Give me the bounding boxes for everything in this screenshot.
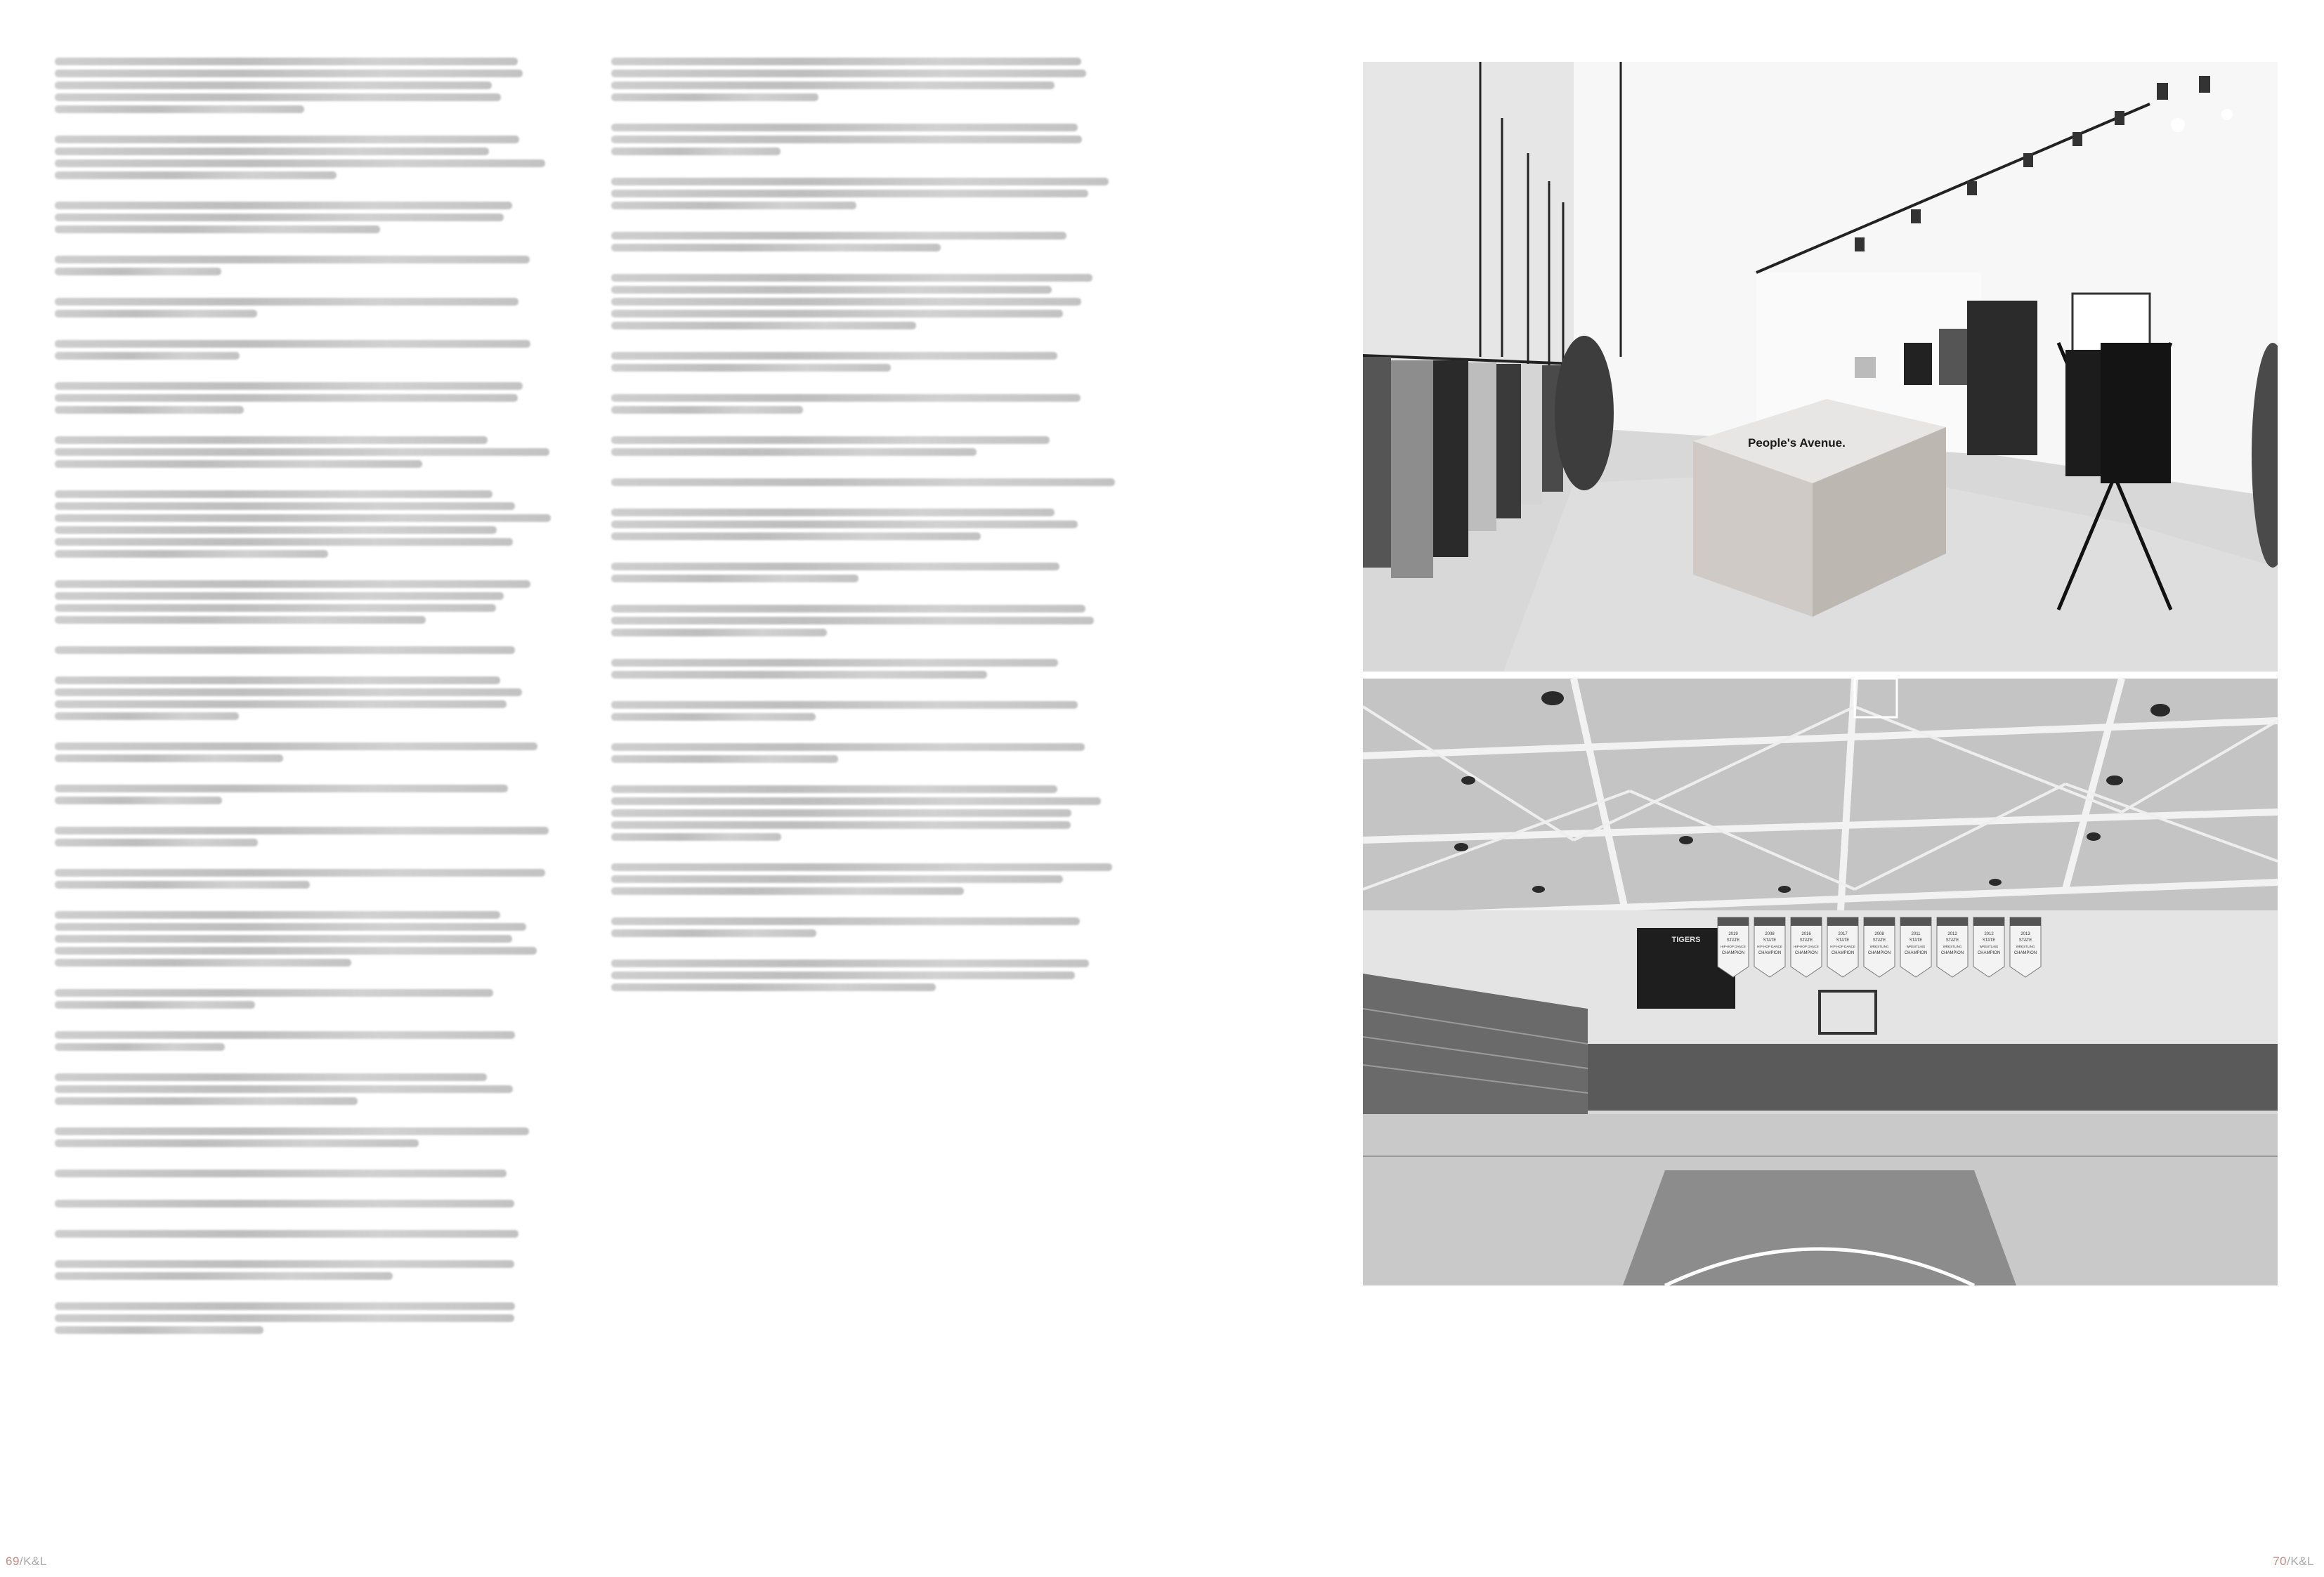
banner-year: 2012 <box>1947 932 1957 936</box>
championship-banner <box>1937 917 1968 977</box>
blurred-paragraph <box>611 563 1117 582</box>
banner-year: 2008 <box>1874 932 1884 936</box>
blurred-paragraph <box>55 869 554 889</box>
blurred-paragraph <box>55 1127 554 1147</box>
banner-line1: STATE <box>1836 938 1850 943</box>
banner-line3: CHAMPION <box>1794 951 1818 955</box>
blurred-paragraph <box>55 298 554 318</box>
blurred-paragraph <box>55 256 554 275</box>
blurred-paragraph <box>611 605 1117 636</box>
championship-banner <box>1973 917 2004 977</box>
page-number-left: 69 <box>6 1555 20 1568</box>
banner-line1: STATE <box>1909 938 1923 943</box>
blurred-paragraph <box>611 124 1117 155</box>
championship-banner <box>1791 917 1822 977</box>
blurred-paragraph <box>611 394 1117 414</box>
blurred-paragraph <box>55 1170 554 1177</box>
banner-line1: STATE <box>1726 938 1740 943</box>
blurred-paragraph <box>55 58 554 113</box>
scoreboard-title: TIGERS <box>1671 936 1701 944</box>
banner-line3: CHAMPION <box>1940 951 1964 955</box>
banner-line3: CHAMPION <box>1721 951 1745 955</box>
banner-year: 2008 <box>1765 932 1775 936</box>
banner-line1: STATE <box>1945 938 1959 943</box>
championship-banner <box>2010 917 2041 977</box>
blurred-paragraph <box>55 1230 554 1238</box>
blurred-paragraph <box>55 1260 554 1280</box>
blurred-paragraph <box>611 58 1117 101</box>
banner-line2: HIP-HOP DANCE <box>1830 945 1855 948</box>
championship-banners <box>1718 917 2041 977</box>
banner-line1: STATE <box>1799 938 1813 943</box>
blurred-paragraph <box>611 478 1117 486</box>
banner-line2: WRESTLING <box>1906 945 1926 948</box>
championship-banner <box>1900 917 1931 977</box>
banner-line1: STATE <box>1872 938 1886 943</box>
banner-line2: HIP-HOP DANCE <box>1794 945 1819 948</box>
blurred-paragraph <box>611 917 1117 937</box>
banner-line2: WRESTLING <box>1979 945 1999 948</box>
folio-brand-right: K&L <box>2290 1555 2314 1568</box>
blurred-paragraph <box>611 178 1117 209</box>
blurred-paragraph <box>55 785 554 804</box>
championship-banner <box>1864 917 1895 977</box>
folio-separator-left: / <box>19 1555 24 1568</box>
blurred-paragraph <box>611 436 1117 456</box>
gym-photo <box>1363 679 2278 1285</box>
championship-banner <box>1718 917 1749 977</box>
blurred-paragraph <box>55 989 554 1009</box>
blurred-paragraph <box>611 659 1117 679</box>
championship-banner <box>1754 917 1785 977</box>
blurred-paragraph <box>55 742 554 762</box>
banner-year: 2019 <box>1728 932 1738 936</box>
blurred-paragraph <box>55 1302 554 1334</box>
blurred-paragraph <box>611 743 1117 763</box>
blurred-paragraph <box>55 827 554 846</box>
blurred-paragraph <box>611 509 1117 540</box>
blurred-paragraph <box>55 1200 554 1208</box>
blurred-paragraph <box>55 646 554 654</box>
store-signage-text: People's Avenue. <box>1748 436 1846 450</box>
banner-line1: STATE <box>1982 938 1996 943</box>
folio-left <box>6 1555 47 1569</box>
blurred-paragraph <box>611 274 1117 329</box>
blurred-paragraph <box>55 911 554 967</box>
left-text-column <box>55 58 554 1356</box>
folio-right <box>2273 1555 2314 1569</box>
blurred-paragraph <box>611 352 1117 372</box>
blurred-paragraph <box>55 1031 554 1051</box>
page-number-right: 70 <box>2273 1555 2287 1568</box>
blurred-paragraph <box>55 136 554 179</box>
banner-line3: CHAMPION <box>2013 951 2037 955</box>
blurred-paragraph <box>55 676 554 720</box>
folio-separator-right: / <box>2287 1555 2291 1568</box>
store-photo <box>1363 62 2278 672</box>
banner-line1: STATE <box>1763 938 1777 943</box>
banner-year: 2016 <box>1801 932 1811 936</box>
championship-banner <box>1827 917 1858 977</box>
blurred-paragraph <box>55 436 554 468</box>
banner-line2: WRESTLING <box>1869 945 1889 948</box>
middle-text-column <box>611 58 1117 1014</box>
blurred-paragraph <box>611 960 1117 991</box>
blurred-paragraph <box>611 863 1117 895</box>
banner-line2: HIP-HOP DANCE <box>1757 945 1782 948</box>
blurred-paragraph <box>611 785 1117 841</box>
banner-line2: WRESTLING <box>1943 945 1962 948</box>
banner-year: 2012 <box>1984 932 1994 936</box>
blurred-paragraph <box>55 340 554 360</box>
banner-line3: CHAMPION <box>1758 951 1782 955</box>
folio-brand-left: K&L <box>23 1555 47 1568</box>
banner-year: 2011 <box>1911 932 1921 936</box>
blurred-paragraph <box>55 580 554 624</box>
blurred-paragraph <box>55 202 554 233</box>
banner-line3: CHAMPION <box>1977 951 2001 955</box>
banner-line3: CHAMPION <box>1867 951 1891 955</box>
banner-year: 2013 <box>2021 932 2030 936</box>
blurred-paragraph <box>55 490 554 558</box>
blurred-paragraph <box>611 232 1117 251</box>
blurred-paragraph <box>55 1073 554 1105</box>
banner-line2: HIP-HOP DANCE <box>1721 945 1746 948</box>
banner-line3: CHAMPION <box>1831 951 1855 955</box>
blurred-paragraph <box>55 382 554 414</box>
banner-year: 2017 <box>1838 932 1848 936</box>
banner-line3: CHAMPION <box>1904 951 1928 955</box>
banner-line1: STATE <box>2018 938 2032 943</box>
blurred-paragraph <box>611 701 1117 721</box>
banner-line2: WRESTLING <box>2016 945 2035 948</box>
